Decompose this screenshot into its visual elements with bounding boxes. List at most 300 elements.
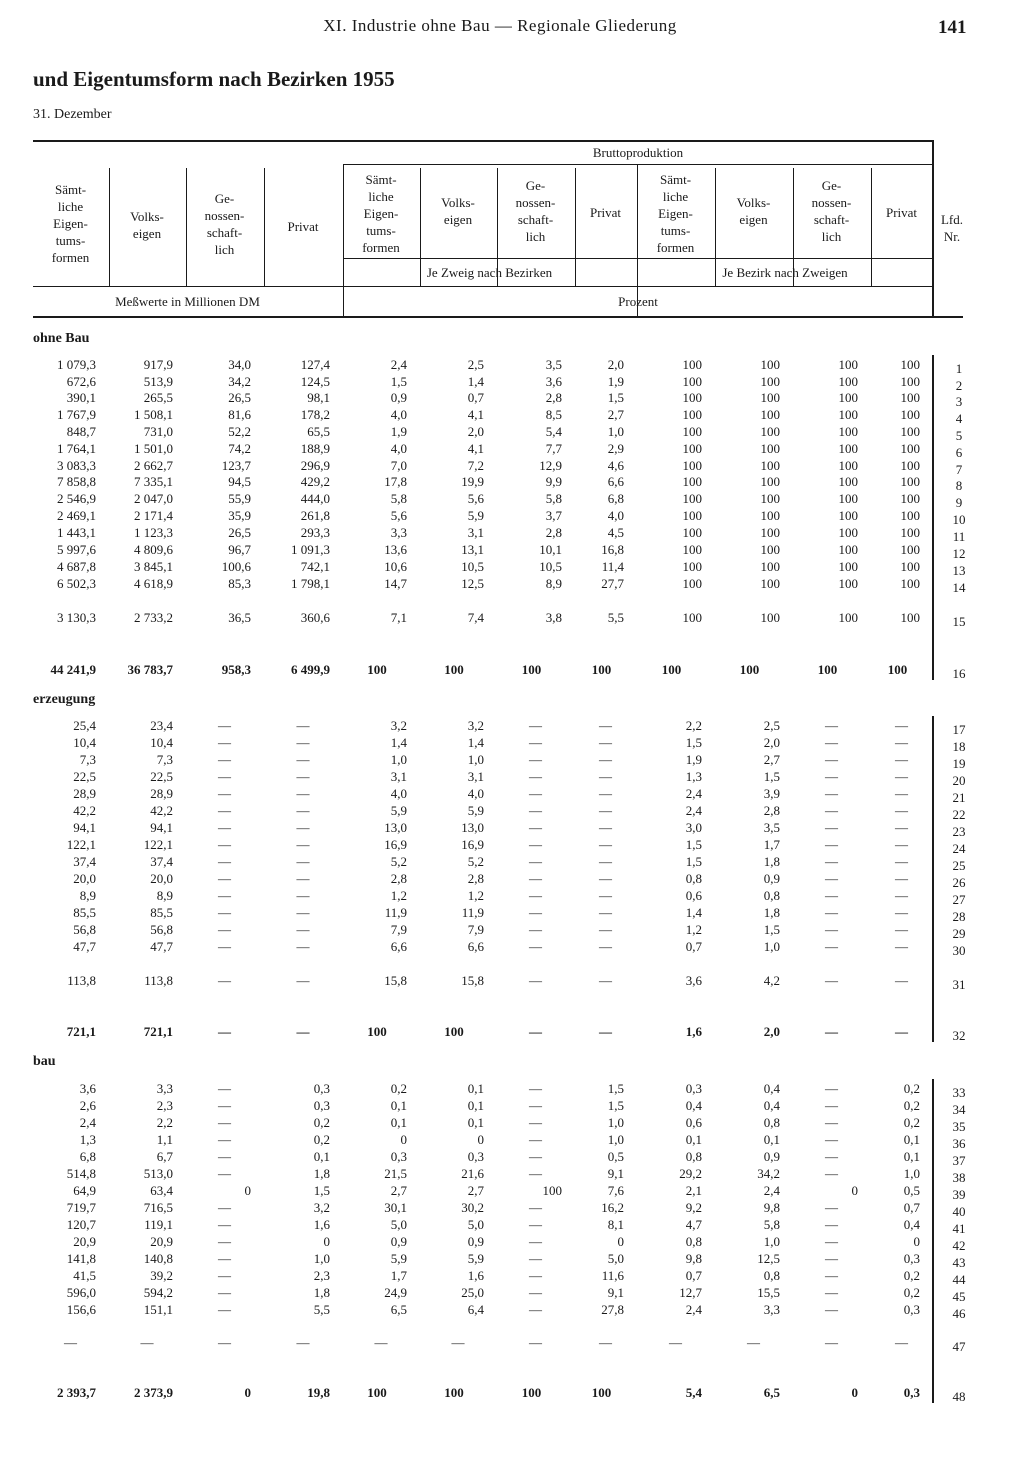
table-cell: —: [895, 973, 908, 988]
table-cell: 100: [900, 525, 920, 540]
table-cell: —: [218, 1024, 231, 1039]
row-number: 37: [952, 1153, 966, 1168]
column-header: Volks- eigen: [441, 195, 475, 227]
row-number: 8: [955, 478, 963, 493]
lfd-rule: [932, 716, 934, 1042]
column-header: Ge- nossen- schaft- lich: [515, 178, 556, 244]
table-cell: 5,5: [607, 610, 624, 625]
table-cell: —: [218, 922, 231, 937]
table-cell: 4,7: [685, 1217, 702, 1232]
table-cell: —: [529, 1098, 542, 1113]
table-cell: —: [825, 1268, 838, 1283]
table-cell: —: [825, 1115, 838, 1130]
table-cell: —: [296, 786, 310, 801]
table-cell: 100: [760, 374, 780, 389]
running-head: XI. Industrie ohne Bau — Regionale Gliederung: [323, 16, 677, 35]
table-cell: 10,5: [539, 559, 562, 574]
table-cell: 2 469,1: [57, 508, 96, 523]
table-cell: 1 767,9: [57, 407, 96, 422]
table-cell: —: [218, 786, 231, 801]
table-cell: 30,1: [384, 1200, 407, 1215]
table-cell: 47,7: [150, 939, 173, 954]
table-cell: —: [529, 786, 542, 801]
table-cell: 3 845,1: [134, 559, 173, 574]
header-prozent: Prozent: [618, 294, 658, 309]
table-cell: 1,5: [763, 922, 780, 937]
table-cell: 11,9: [461, 905, 484, 920]
table-cell: 14,7: [384, 576, 407, 591]
row-number: 41: [952, 1221, 966, 1236]
table-cell: 2,8: [390, 871, 407, 886]
table-cell: 113,8: [144, 973, 173, 988]
table-cell: 5,0: [607, 1251, 624, 1266]
table-cell: —: [218, 820, 231, 835]
table-cell: 742,1: [300, 559, 330, 574]
table-cell: 4 809,6: [134, 542, 173, 557]
table-cell: —: [218, 1115, 231, 1130]
table-cell: 8,9: [156, 888, 173, 903]
table-cell: 36 783,7: [127, 662, 173, 677]
row-number: 25: [952, 858, 966, 873]
table-cell: 360,6: [300, 610, 330, 625]
table-cell: —: [599, 837, 612, 852]
table-cell: 8,1: [607, 1217, 624, 1232]
table-cell: 100: [838, 542, 858, 557]
table-cell: 100: [760, 424, 780, 439]
table-cell: 21,6: [461, 1166, 484, 1181]
table-cell: 100: [444, 1024, 464, 1039]
table-cell: 1,3: [685, 769, 702, 784]
table-cell: 100: [838, 441, 858, 456]
table-cell: 2,4: [685, 786, 702, 801]
table-cell: —: [296, 1024, 310, 1039]
table-cell: 100: [542, 1183, 562, 1198]
row-number: 35: [952, 1119, 966, 1134]
table-cell: 16,2: [601, 1200, 624, 1215]
table-cell: 0,7: [685, 939, 702, 954]
table-cell: 0: [244, 1183, 251, 1198]
table-cell: 100: [900, 576, 920, 591]
table-cell: —: [296, 973, 310, 988]
table-cell: 8,9: [79, 888, 96, 903]
table-cell: 100: [760, 576, 780, 591]
table-cell: 0,3: [685, 1081, 702, 1096]
table-cell: 100: [900, 491, 920, 506]
table-cell: 20,9: [73, 1234, 96, 1249]
table-cell: 24,9: [384, 1285, 407, 1300]
table-cell: 0,9: [467, 1234, 484, 1249]
table-cell: 12,7: [679, 1285, 702, 1300]
table-cell: 188,9: [300, 441, 330, 456]
table-cell: —: [529, 1132, 542, 1147]
table-cell: 100: [760, 542, 780, 557]
table-cell: 42,2: [73, 803, 96, 818]
table-cell: 85,3: [228, 576, 251, 591]
table-cell: 12,5: [461, 576, 484, 591]
table-cell: 0,4: [763, 1098, 780, 1113]
table-cell: 1,0: [903, 1166, 920, 1181]
table-cell: —: [529, 1268, 542, 1283]
table-cell: —: [218, 1200, 231, 1215]
table-cell: 19,8: [307, 1385, 330, 1400]
table-cell: —: [529, 1285, 542, 1300]
table-cell: 1,7: [763, 837, 780, 852]
table-cell: 100: [682, 441, 702, 456]
row-number: 10: [952, 512, 966, 527]
table-cell: 22,5: [150, 769, 173, 784]
table-cell: —: [529, 1024, 542, 1039]
table-cell: 1,6: [685, 1024, 702, 1039]
table-cell: —: [825, 922, 838, 937]
table-cell: 100: [838, 525, 858, 540]
table-cell: 1,4: [467, 735, 484, 750]
table-cell: —: [218, 1149, 231, 1164]
table-cell: 1,4: [467, 374, 484, 389]
table-cell: 1,0: [313, 1251, 330, 1266]
table-cell: 2,8: [545, 525, 562, 540]
table-cell: 0,5: [607, 1149, 624, 1164]
table-cell: 5,9: [467, 803, 484, 818]
table-cell: —: [825, 1335, 838, 1350]
table-cell: 27,7: [601, 576, 624, 591]
table-cell: 10,5: [461, 559, 484, 574]
table-cell: 100: [760, 610, 780, 625]
table-cell: 0,1: [467, 1081, 484, 1096]
table-cell: 100: [682, 542, 702, 557]
table-cell: 100: [900, 374, 920, 389]
table-cell: 100: [682, 374, 702, 389]
table-cell: 20,0: [150, 871, 173, 886]
table-cell: 1,0: [607, 1132, 624, 1147]
row-number: 19: [952, 756, 966, 771]
table-cell: —: [895, 854, 908, 869]
header-lfd-nr: Lfd. Nr.: [940, 212, 964, 244]
table-cell: 1 091,3: [291, 542, 330, 557]
table-cell: 1,5: [685, 735, 702, 750]
table-cell: 2,3: [156, 1098, 173, 1113]
table-cell: 2 662,7: [134, 458, 173, 473]
table-cell: 1,8: [313, 1285, 330, 1300]
table-cell: —: [529, 1302, 542, 1317]
table-cell: —: [895, 735, 908, 750]
column-header: Sämt- liche Eigen- tums- formen: [362, 172, 400, 255]
header-je-zweig: Je Zweig nach Bezirken: [426, 265, 553, 280]
table-cell: 25,0: [461, 1285, 484, 1300]
table-cell: —: [529, 1200, 542, 1215]
table-cell: 13,6: [384, 542, 407, 557]
table-cell: —: [218, 854, 231, 869]
table-cell: 100: [838, 390, 858, 405]
table-cell: 28,9: [73, 786, 96, 801]
table-cell: 2,4: [79, 1115, 96, 1130]
table-cell: 7,7: [545, 441, 562, 456]
table-cell: —: [218, 1268, 231, 1283]
header-rule-lower: [33, 286, 933, 287]
table-cell: 42,2: [150, 803, 173, 818]
table-cell: 1,5: [685, 837, 702, 852]
table-cell: —: [218, 752, 231, 767]
table-cell: —: [825, 1251, 838, 1266]
table-cell: —: [218, 973, 231, 988]
table-cell: 1,0: [607, 1115, 624, 1130]
table-cell: —: [599, 718, 612, 733]
table-cell: 1,5: [607, 390, 624, 405]
table-cell: 55,9: [228, 491, 251, 506]
table-cell: 98,1: [307, 390, 330, 405]
table-cell: —: [140, 1335, 154, 1350]
table-cell: 0,1: [903, 1149, 920, 1164]
table-cell: 0,1: [763, 1132, 780, 1147]
table-cell: 141,8: [66, 1251, 96, 1266]
table-cell: 100: [900, 424, 920, 439]
table-cell: 34,0: [228, 357, 251, 372]
row-number: 2: [955, 378, 963, 393]
table-cell: 444,0: [300, 491, 330, 506]
table-cell: 2 047,0: [134, 491, 173, 506]
table-cell: 100: [817, 662, 838, 677]
table-cell: —: [296, 803, 310, 818]
table-cell: 4,0: [467, 786, 484, 801]
table-cell: 23,4: [150, 718, 173, 733]
table-cell: 0: [400, 1132, 407, 1147]
table-cell: —: [529, 871, 542, 886]
table-cell: 1 501,0: [134, 441, 173, 456]
table-cell: 1,5: [607, 1098, 624, 1113]
table-cell: —: [64, 1335, 77, 1350]
table-cell: —: [529, 1234, 542, 1249]
table-cell: 100: [900, 474, 920, 489]
table-cell: —: [296, 837, 310, 852]
table-cell: 6,8: [607, 491, 624, 506]
table-cell: 6 502,3: [57, 576, 96, 591]
table-cell: 9,1: [607, 1285, 624, 1300]
table-cell: 7,6: [607, 1183, 624, 1198]
table-cell: —: [218, 1217, 231, 1232]
lfd-divider: [932, 140, 934, 316]
table-cell: 596,0: [66, 1285, 96, 1300]
table-cell: 1,2: [467, 888, 484, 903]
table-cell: 4,5: [607, 525, 624, 540]
table-cell: —: [599, 769, 612, 784]
table-cell: —: [825, 1166, 838, 1181]
table-cell: 6,5: [763, 1385, 780, 1400]
table-cell: —: [599, 973, 612, 988]
table-top-rule: [33, 140, 933, 142]
table-cell: 3,5: [763, 820, 780, 835]
table-cell: 7 858,8: [57, 474, 96, 489]
table-cell: 261,8: [300, 508, 330, 523]
table-cell: 100: [838, 610, 858, 625]
table-cell: 7,3: [156, 752, 173, 767]
table-cell: 7,1: [390, 610, 407, 625]
table-cell: 2,8: [763, 803, 780, 818]
table-cell: 2,9: [607, 441, 624, 456]
table-cell: —: [825, 905, 838, 920]
table-cell: 1,8: [763, 905, 780, 920]
page-title: und Eigentumsform nach Bezirken 1955: [33, 67, 395, 91]
row-number: 44: [952, 1272, 966, 1287]
table-cell: 0,2: [313, 1132, 330, 1147]
table-cell: 3,6: [79, 1081, 96, 1096]
table-cell: 9,8: [685, 1251, 702, 1266]
table-cell: 0,6: [685, 888, 702, 903]
table-cell: 100: [367, 1385, 387, 1400]
table-cell: 5 997,6: [57, 542, 96, 557]
table-cell: 1,2: [685, 922, 702, 937]
table-cell: 2,7: [390, 1183, 407, 1198]
row-number: 45: [952, 1289, 966, 1304]
table-cell: 100: [682, 407, 702, 422]
row-number: 18: [952, 739, 966, 754]
table-cell: 16,8: [601, 542, 624, 557]
table-cell: 100: [900, 390, 920, 405]
table-cell: 63,4: [150, 1183, 173, 1198]
table-cell: 5,2: [390, 854, 407, 869]
table-cell: 2,0: [467, 424, 484, 439]
table-cell: 513,9: [143, 374, 173, 389]
table-cell: 0,1: [467, 1098, 484, 1113]
table-cell: 119,1: [144, 1217, 173, 1232]
table-cell: —: [296, 735, 310, 750]
table-cell: 0,3: [467, 1149, 484, 1164]
table-cell: 4,1: [467, 407, 484, 422]
table-cell: 390,1: [66, 390, 96, 405]
table-cell: 1 508,1: [134, 407, 173, 422]
row-number: 11: [952, 529, 966, 544]
table-cell: 100: [838, 474, 858, 489]
table-cell: —: [451, 1335, 465, 1350]
table-cell: 20,0: [73, 871, 96, 886]
table-cell: —: [825, 1024, 838, 1039]
table-cell: —: [825, 752, 838, 767]
table-cell: 4,0: [390, 441, 407, 456]
table-cell: 7,4: [467, 610, 484, 625]
table-cell: 7,0: [390, 458, 407, 473]
table-cell: 100: [591, 662, 612, 677]
table-cell: —: [529, 1251, 542, 1266]
table-cell: 3,1: [390, 769, 407, 784]
table-cell: 2,0: [763, 1024, 780, 1039]
table-cell: 2 393,7: [57, 1385, 96, 1400]
table-cell: 44 241,9: [50, 662, 96, 677]
table-cell: 19,9: [461, 474, 484, 489]
table-cell: 731,0: [143, 424, 173, 439]
table-cell: 10,6: [384, 559, 407, 574]
table-cell: 100: [760, 559, 780, 574]
table-cell: 7,2: [467, 458, 484, 473]
table-cell: 0,2: [390, 1081, 407, 1096]
table-cell: 47,7: [73, 939, 96, 954]
table-cell: 100: [682, 559, 702, 574]
table-cell: 100: [521, 662, 542, 677]
table-cell: 2,8: [467, 871, 484, 886]
header-je-bezirk: Je Bezirk nach Zweigen: [722, 265, 848, 280]
table-cell: —: [747, 1335, 760, 1350]
table-cell: —: [529, 718, 542, 733]
table-cell: 100: [760, 357, 780, 372]
table-cell: —: [529, 939, 542, 954]
table-cell: —: [895, 769, 908, 784]
table-cell: —: [529, 735, 542, 750]
table-cell: 15,8: [384, 973, 407, 988]
table-cell: 0,3: [903, 1302, 920, 1317]
table-cell: 3,6: [685, 973, 702, 988]
table-cell: —: [296, 905, 310, 920]
table-cell: 0,5: [903, 1183, 920, 1198]
table-cell: 9,8: [763, 1200, 780, 1215]
column-header: Sämt- liche Eigen- tums- formen: [51, 182, 90, 265]
table-cell: 0,9: [763, 1149, 780, 1164]
table-cell: 21,5: [384, 1166, 407, 1181]
table-cell: 721,1: [66, 1024, 96, 1039]
row-number: 40: [952, 1204, 966, 1219]
table-cell: 7,9: [390, 922, 407, 937]
table-cell: 958,3: [221, 662, 251, 677]
table-cell: —: [895, 871, 908, 886]
column-header: Sämt- liche Eigen- tums- formen: [656, 172, 695, 255]
table-cell: 100: [900, 458, 920, 473]
table-cell: 7,3: [79, 752, 96, 767]
table-cell: 27,8: [601, 1302, 624, 1317]
table-cell: 5,8: [390, 491, 407, 506]
table-cell: 1,1: [156, 1132, 173, 1147]
row-number: 42: [952, 1238, 966, 1253]
table-cell: 3,3: [763, 1302, 780, 1317]
table-cell: 3,9: [763, 786, 780, 801]
table-cell: 9,9: [545, 474, 562, 489]
table-cell: —: [825, 1302, 838, 1317]
table-cell: —: [296, 769, 310, 784]
table-cell: —: [296, 922, 310, 937]
table-cell: 0,1: [313, 1149, 330, 1164]
row-number: 27: [952, 892, 966, 907]
table-cell: 13,1: [461, 542, 484, 557]
table-cell: 100,6: [221, 559, 251, 574]
section-title: bau: [33, 1054, 56, 1069]
table-cell: 1,9: [607, 374, 624, 389]
table-cell: 2,8: [545, 390, 562, 405]
table-cell: —: [895, 922, 908, 937]
table-cell: 4,6: [607, 458, 624, 473]
table-cell: 0,4: [763, 1081, 780, 1096]
table-cell: 151,1: [143, 1302, 173, 1317]
table-cell: 0,3: [390, 1149, 407, 1164]
table-cell: 5,0: [467, 1217, 484, 1232]
table-cell: —: [218, 1098, 231, 1113]
table-cell: 100: [900, 407, 920, 422]
table-cell: —: [599, 735, 612, 750]
table-cell: 1,7: [390, 1268, 407, 1283]
table-cell: 5,6: [390, 508, 407, 523]
table-cell: —: [218, 803, 231, 818]
table-cell: 36,5: [228, 610, 251, 625]
table-cell: —: [296, 871, 310, 886]
table-cell: —: [599, 888, 612, 903]
table-cell: 11,4: [601, 559, 624, 574]
column-header: Ge- nossen- schaft- lich: [811, 178, 852, 244]
table-cell: 3,7: [545, 508, 562, 523]
table-cell: 848,7: [66, 424, 96, 439]
table-cell: 0,8: [763, 888, 780, 903]
table-cell: 100: [760, 525, 780, 540]
table-cell: 1,5: [685, 854, 702, 869]
table-cell: —: [669, 1335, 682, 1350]
table-cell: 1,4: [390, 735, 407, 750]
table-cell: 94,1: [150, 820, 173, 835]
table-cell: 5,0: [390, 1217, 407, 1232]
table-cell: 5,9: [390, 1251, 407, 1266]
column-header: Ge- nossen- schaft- lich: [204, 191, 245, 257]
